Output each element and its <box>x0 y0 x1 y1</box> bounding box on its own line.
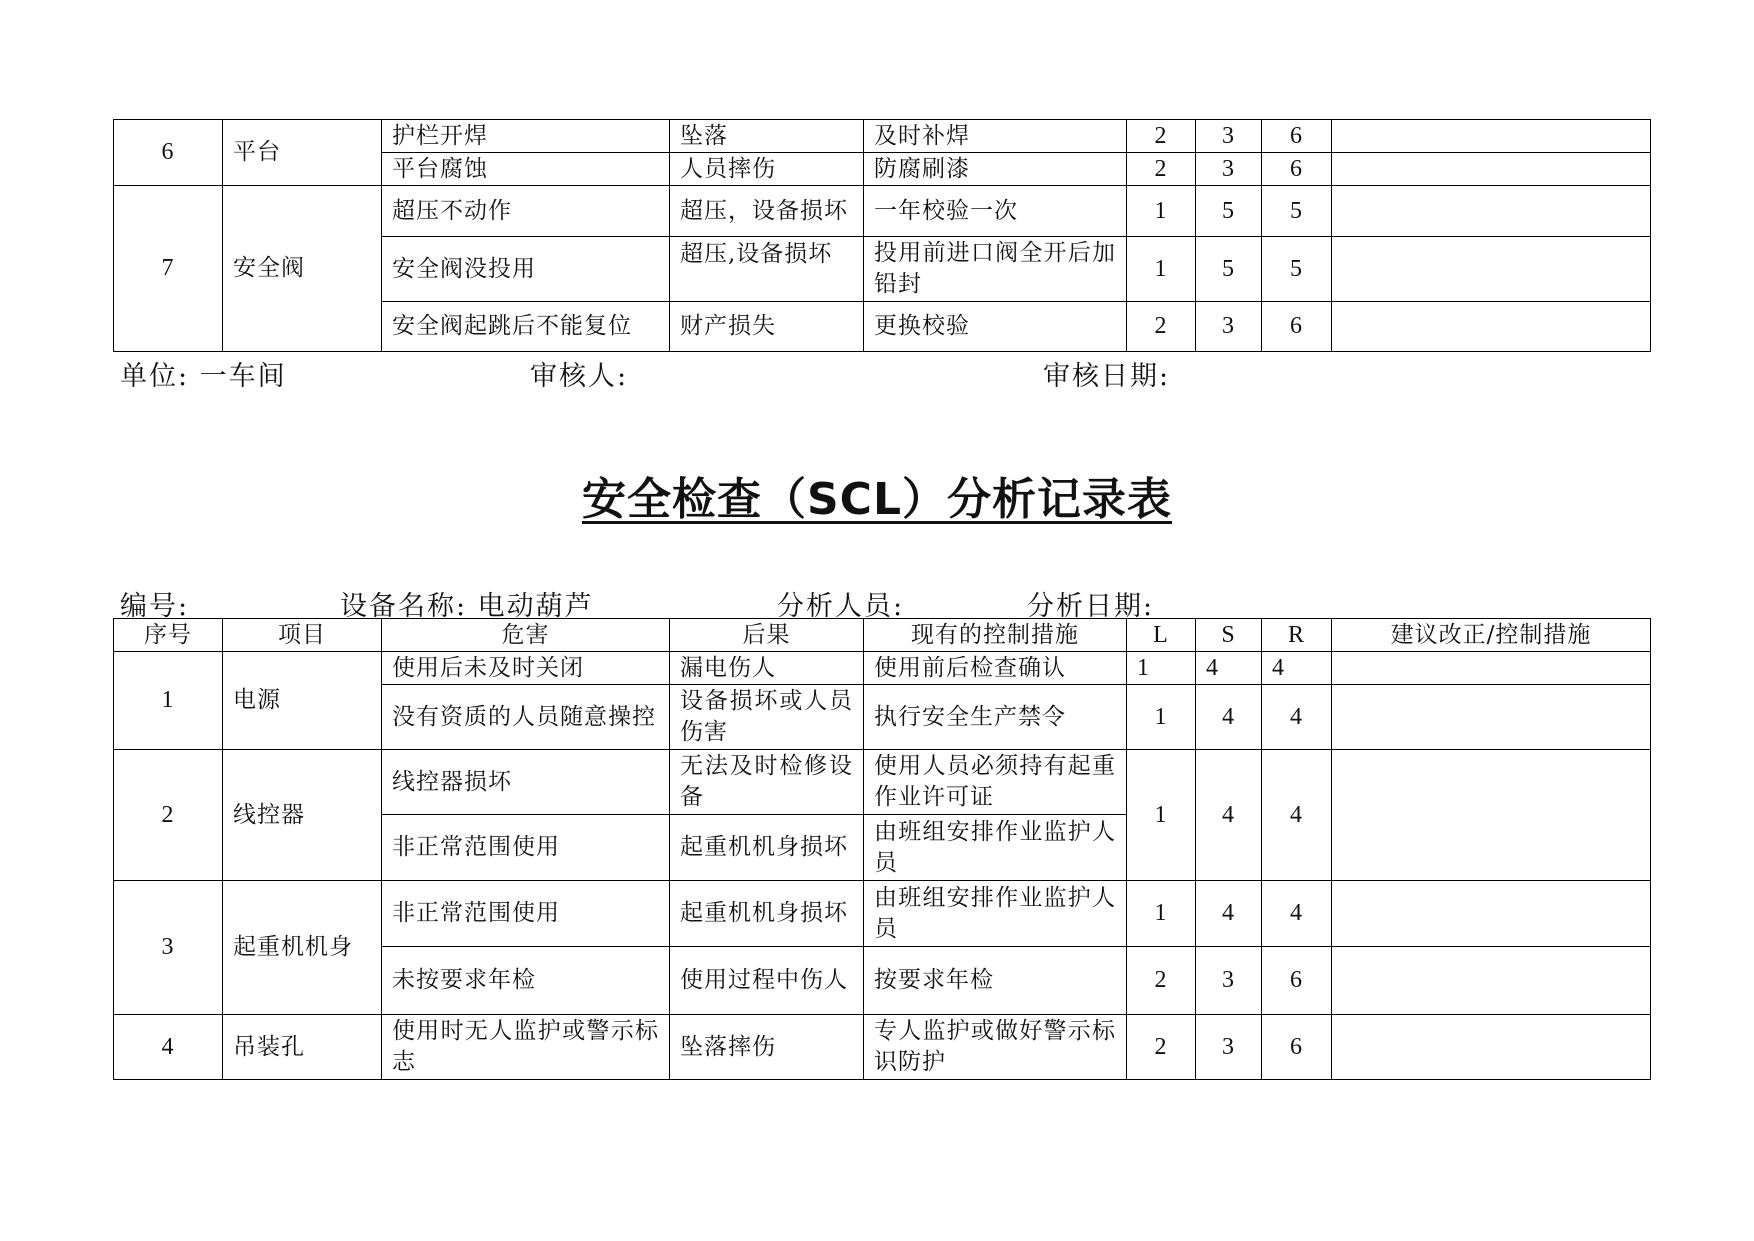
hazard-cell: 未按要求年检 <box>382 947 670 1015</box>
l-cell: 2 <box>1127 302 1196 352</box>
reviewer-label: 审核人: <box>530 361 629 392</box>
consequence-cell: 无法及时检修设备 <box>670 750 864 815</box>
consequence-cell: 起重机机身损坏 <box>670 815 864 881</box>
l-cell: 2 <box>1127 947 1196 1015</box>
hazard-cell: 使用时无人监护或警示标志 <box>382 1015 670 1080</box>
consequence-cell: 超压,设备损坏 <box>670 237 864 302</box>
consequence-cell: 使用过程中伤人 <box>670 947 864 1015</box>
consequence-cell: 人员摔伤 <box>670 153 864 186</box>
hazard-cell: 超压不动作 <box>382 186 670 237</box>
r-cell: 6 <box>1262 120 1332 153</box>
l-cell: 1 <box>1127 685 1196 750</box>
header-control: 现有的控制措施 <box>864 619 1127 652</box>
control-cell: 防腐刷漆 <box>864 153 1127 186</box>
item-cell: 吊装孔 <box>223 1015 382 1080</box>
suggestion-cell <box>1332 947 1651 1015</box>
r-cell: 6 <box>1262 302 1332 352</box>
review-date-label: 审核日期: <box>1043 361 1171 392</box>
s-cell: 3 <box>1196 1015 1262 1080</box>
s-cell: 3 <box>1196 947 1262 1015</box>
table-row <box>114 881 1651 947</box>
control-cell: 使用人员必须持有起重作业许可证 <box>864 750 1127 815</box>
suggestion-cell <box>1332 186 1651 237</box>
consequence-cell: 坠落摔伤 <box>670 1015 864 1080</box>
s-cell: 3 <box>1196 120 1262 153</box>
consequence-cell: 超压，设备损坏 <box>670 186 864 237</box>
item-cell: 平台 <box>223 120 382 186</box>
table-row <box>114 186 1651 237</box>
item-cell: 电源 <box>223 652 382 750</box>
control-cell: 投用前进口阀全开后加铅封 <box>864 237 1127 302</box>
r-cell: 6 <box>1262 153 1332 186</box>
consequence-cell: 财产损失 <box>670 302 864 352</box>
hazard-cell: 平台腐蚀 <box>382 153 670 186</box>
hazard-cell: 没有资质的人员随意操控 <box>382 685 670 750</box>
hazard-cell: 非正常范围使用 <box>382 815 670 881</box>
l-cell: 1 <box>1127 881 1196 947</box>
s-cell: 4 <box>1196 881 1262 947</box>
r-cell: 4 <box>1262 685 1332 750</box>
hazard-cell: 安全阀起跳后不能复位 <box>382 302 670 352</box>
table-row <box>114 1015 1651 1080</box>
control-cell: 使用前后检查确认 <box>864 652 1127 685</box>
r-cell: 5 <box>1262 237 1332 302</box>
continuation-table <box>113 119 1651 352</box>
suggestion-cell <box>1332 685 1651 750</box>
table-row <box>114 750 1651 815</box>
header-no: 序号 <box>114 619 223 652</box>
header-suggestion: 建议改正/控制措施 <box>1332 619 1651 652</box>
s-cell: 3 <box>1196 153 1262 186</box>
suggestion-cell <box>1332 750 1651 881</box>
row-number: 2 <box>114 750 223 881</box>
control-cell: 一年校验一次 <box>864 186 1127 237</box>
suggestion-cell <box>1332 302 1651 352</box>
r-cell: 5 <box>1262 186 1332 237</box>
control-cell: 及时补焊 <box>864 120 1127 153</box>
s-cell: 4 <box>1196 652 1262 685</box>
header-s: S <box>1196 619 1262 652</box>
header-l: L <box>1127 619 1196 652</box>
header-consequence: 后果 <box>670 619 864 652</box>
r-cell: 4 <box>1262 750 1332 881</box>
analysis-date-label: 分析日期: <box>1027 591 1155 622</box>
header-r: R <box>1262 619 1332 652</box>
hazard-cell: 安全阀没投用 <box>382 237 670 302</box>
l-cell: 1 <box>1127 652 1196 685</box>
control-cell: 更换校验 <box>864 302 1127 352</box>
control-cell: 由班组安排作业监护人员 <box>864 881 1127 947</box>
page-title: 安全检查（SCL）分析记录表 <box>581 474 1173 525</box>
header-item: 项目 <box>223 619 382 652</box>
item-cell: 安全阀 <box>223 186 382 352</box>
item-cell: 起重机机身 <box>223 881 382 1015</box>
row-number: 1 <box>114 652 223 750</box>
suggestion-cell <box>1332 1015 1651 1080</box>
control-cell: 执行安全生产禁令 <box>864 685 1127 750</box>
l-cell: 2 <box>1127 120 1196 153</box>
row-number: 4 <box>114 1015 223 1080</box>
consequence-cell: 起重机机身损坏 <box>670 881 864 947</box>
s-cell: 3 <box>1196 302 1262 352</box>
hazard-cell: 护栏开焊 <box>382 120 670 153</box>
control-cell: 按要求年检 <box>864 947 1127 1015</box>
l-cell: 1 <box>1127 186 1196 237</box>
l-cell: 1 <box>1127 237 1196 302</box>
analyst-label: 分析人员: <box>777 591 905 622</box>
r-cell: 6 <box>1262 947 1332 1015</box>
s-cell: 4 <box>1196 750 1262 881</box>
control-cell: 由班组安排作业监护人员 <box>864 815 1127 881</box>
item-cell: 线控器 <box>223 750 382 881</box>
r-cell: 4 <box>1262 881 1332 947</box>
consequence-cell: 坠落 <box>670 120 864 153</box>
hazard-cell: 使用后未及时关闭 <box>382 652 670 685</box>
row-number: 3 <box>114 881 223 1015</box>
table-row <box>114 652 1651 685</box>
suggestion-cell <box>1332 652 1651 685</box>
s-cell: 4 <box>1196 685 1262 750</box>
l-cell: 2 <box>1127 1015 1196 1080</box>
r-cell: 4 <box>1262 652 1332 685</box>
header-hazard: 危害 <box>382 619 670 652</box>
table-row <box>114 120 1651 153</box>
suggestion-cell <box>1332 881 1651 947</box>
hazard-cell: 非正常范围使用 <box>382 881 670 947</box>
r-cell: 6 <box>1262 1015 1332 1080</box>
l-cell: 2 <box>1127 153 1196 186</box>
suggestion-cell <box>1332 153 1651 186</box>
consequence-cell: 漏电伤人 <box>670 652 864 685</box>
l-cell: 1 <box>1127 750 1196 881</box>
number-label: 编号: <box>120 591 190 622</box>
control-cell: 专人监护或做好警示标识防护 <box>864 1015 1127 1080</box>
unit-label: 单位: 一车间 <box>120 361 287 392</box>
scl-analysis-table <box>113 618 1651 1080</box>
equipment-name-label: 设备名称: 电动葫芦 <box>340 591 594 622</box>
s-cell: 5 <box>1196 186 1262 237</box>
suggestion-cell <box>1332 120 1651 153</box>
consequence-cell: 设备损坏或人员伤害 <box>670 685 864 750</box>
header-row <box>114 619 1651 652</box>
row-number: 6 <box>114 120 223 186</box>
row-number: 7 <box>114 186 223 352</box>
suggestion-cell <box>1332 237 1651 302</box>
hazard-cell: 线控器损坏 <box>382 750 670 815</box>
s-cell: 5 <box>1196 237 1262 302</box>
